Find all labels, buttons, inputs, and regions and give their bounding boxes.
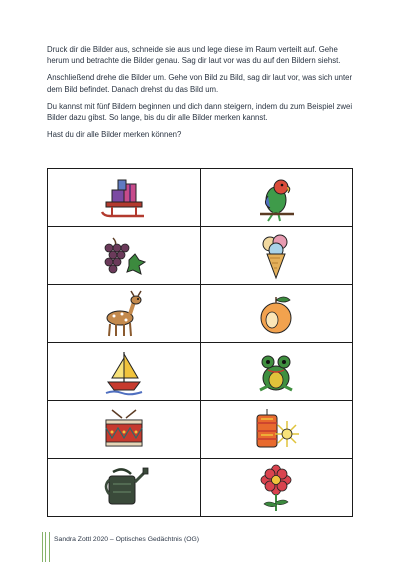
watering-can-icon [99,466,149,510]
flower-icon [256,464,296,512]
frog-icon [254,350,298,394]
grid-cell [48,401,201,459]
grid-cell [200,459,353,517]
paragraph-1: Druck dir die Bilder aus, schneide sie aus und lege diese im Raum verteilt auf. Gehe herum und betrachte die Bilder genau. Sag dir laut vor was du auf den Bildern siehst. [47,45,341,66]
paragraph-2: Anschließend drehe die Bilder um. Gehe von Bild zu Bild, sag dir laut vor, was sich unter dem Bild befindet. Danach drehst du das Bild um. [47,73,353,94]
footer-text: Sandra Zottl 2020 – Optisches Gedächtnis (OG) [54,536,200,543]
grapes-and-leaf-icon [99,234,149,278]
sled-with-presents-icon [98,176,150,220]
grid-cell [48,285,201,343]
peach-icon [254,292,298,336]
grid-row [48,227,353,285]
lantern-icon [251,407,301,453]
paragraph-4: Hast du dir alle Bilder merken können? [47,130,182,140]
grid-row [48,169,353,227]
picture-grid [47,168,353,517]
instructions [47,44,357,146]
sailboat-icon [102,348,146,396]
parrot-icon [254,174,298,222]
grid-row [48,459,353,517]
grid-row [48,285,353,343]
ice-cream-cone-icon [258,232,294,280]
grid-row [48,401,353,459]
grid-cell [200,169,353,227]
page-footer [42,532,342,562]
grid-cell [48,169,201,227]
grid-cell [200,343,353,401]
grid-cell [48,459,201,517]
grid-cell [200,227,353,285]
grid-cell [200,285,353,343]
paragraph-3: Du kannst mit fünf Bildern beginnen und dich dann steigern, indem du zum Beispiel zwei Bilder dazu gibst. So lange, bis du dir alle Bilder merken kannst. [47,101,353,123]
footer-accent-bars [42,532,50,562]
grid-cell [48,343,201,401]
grid-cell [48,227,201,285]
drum-icon [100,408,148,452]
grid-row [48,343,353,401]
deer-icon [100,290,148,338]
grid-cell [200,401,353,459]
